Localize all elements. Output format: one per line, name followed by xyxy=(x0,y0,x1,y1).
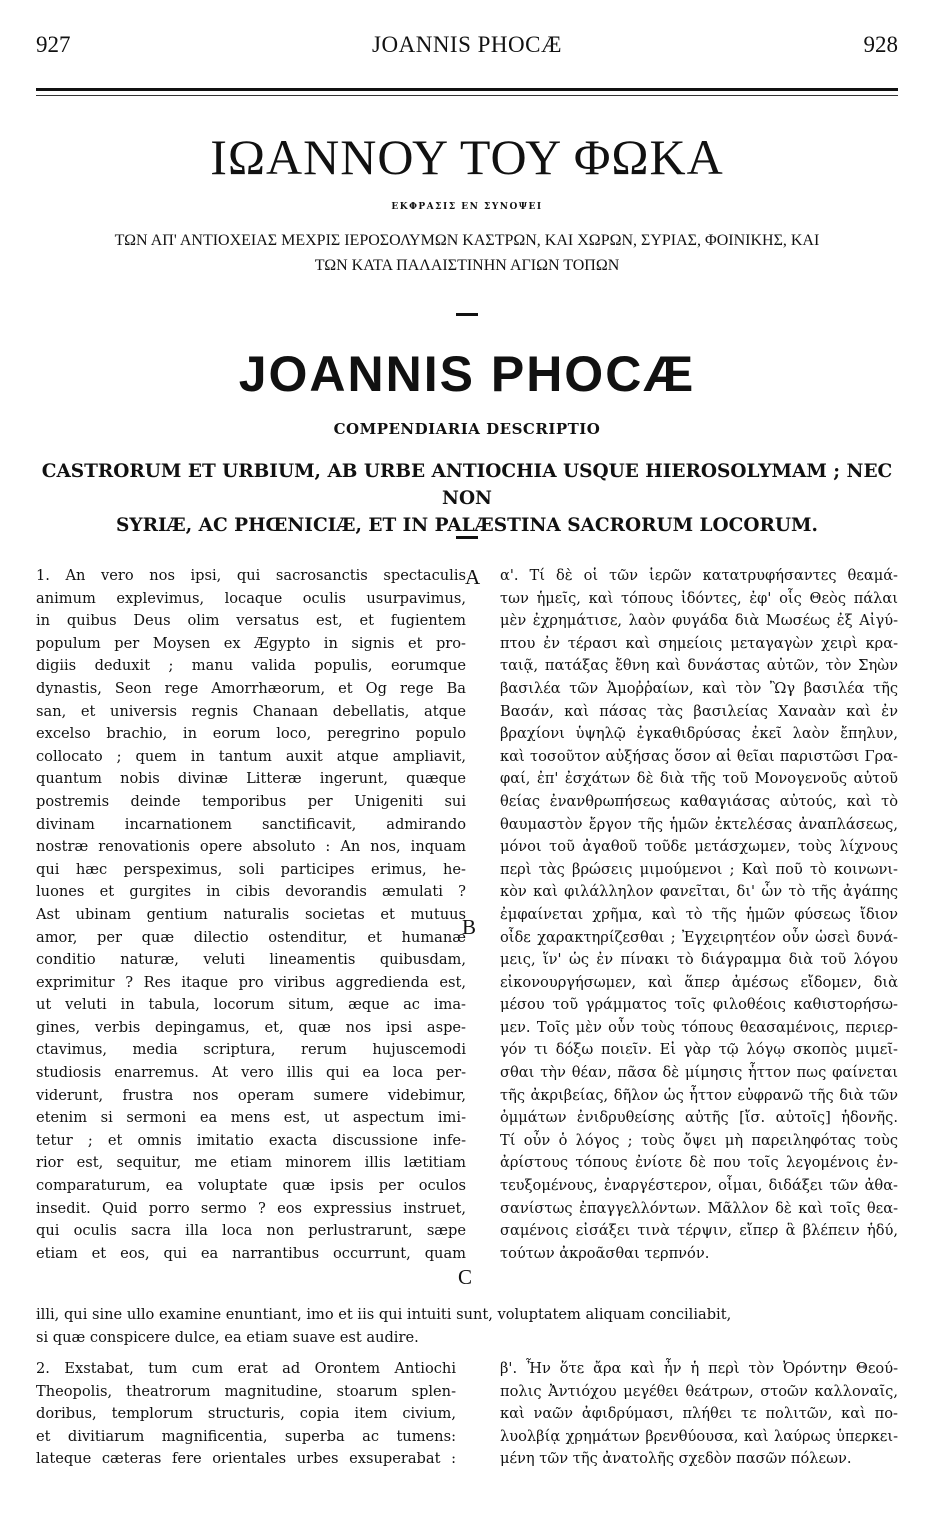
text-line: qui oculis sacra illa loca non perlustrarunt, sæpe xyxy=(36,1222,466,1240)
latin-column-para2 xyxy=(36,1358,456,1471)
latin-subtitle-line: CASTRORUM ET URBIUM, AB URBE ANTIOCHIA USQUE HIEROSOLYMAM ; NEC NON xyxy=(41,461,893,509)
text-line: θαυμαστὸν ἔργον τῆς ἡμῶν ἐκτελέσας ἀναπλάσεως, xyxy=(500,815,898,833)
text-line: divinam incarnationem sanctificavit, admirando xyxy=(36,815,466,833)
text-line: studiosis enarremus. At vero illis qui ea loca per- xyxy=(36,1064,466,1082)
text-line: doribus, templorum structuris, copia item civium, xyxy=(36,1405,456,1423)
text-line: κὸν καὶ φιλάλληλον φανεῖται, δι' ὧν τὸ τῆς ἀγάπης xyxy=(500,883,898,901)
text-line: των ἡμεῖς, καὶ τόπους ἰδόντες, ἐφ' οἷς Θεὸς πάλαι xyxy=(500,589,898,607)
text-line: collocato ; quem in tantum auxit atque ampliavit, xyxy=(36,747,466,765)
text-line: rior est, sequitur, me etiam minorem illis lætitiam xyxy=(36,1154,466,1172)
text-line: Theopolis, theatrorum magnitudine, stoarum splen- xyxy=(36,1382,456,1400)
text-line: qui hæc perspeximus, soli participes erimus, he- xyxy=(36,860,466,878)
text-line: viderunt, frustra nos operam sumere videbimur, xyxy=(36,1086,466,1104)
text-line: lateque cæteras fere orientales urbes exsuperabat : xyxy=(36,1450,456,1468)
text-line: et divitiarum magnificentia, superba ac tumens: xyxy=(36,1427,456,1445)
text-line: ut veluti in tabula, locorum situm, æque ac ima- xyxy=(36,996,466,1014)
margin-marker-a: A xyxy=(465,565,481,589)
text-line: περὶ τὰς βρώσεις μιμούμενοι ; Καὶ ποῦ τὸ κοινωνι- xyxy=(500,860,898,878)
text-line: Τί οὖν ὁ λόγος ; τοὺς ὄψει μὴ παρειληφότας τοὺς xyxy=(500,1131,898,1149)
text-line: digiis deduxit ; manu valida populis, eorumque xyxy=(36,657,466,675)
text-line: μὲν ἐχρημάτισε, λαὸν φυγάδα διὰ Μωσέως ἐξ Αἰγύ- xyxy=(500,612,898,630)
section-dash xyxy=(456,536,478,539)
text-line: amor, per quæ dilectio ostenditur, et humanæ xyxy=(36,928,466,946)
margin-marker-b: B xyxy=(462,915,477,939)
text-line: san, et universis regnis Chanaan debellatis, atque xyxy=(36,702,466,720)
text-line: postremis deinde temporibus per Unigeniti sui xyxy=(36,792,466,810)
latin-title: JOANNIS PHOCÆ xyxy=(238,346,696,402)
latin-column-para1 xyxy=(36,565,466,1265)
text-line: etiam et eos, qui ea narrantibus occurrunt, quam xyxy=(36,1244,466,1262)
text-line: μένη τῶν τῆς ἀνατολῆς σχεδὸν πασῶν πόλεων. xyxy=(500,1450,852,1468)
text-line: α'. Τί δὲ οἱ τῶν ἱερῶν κατατρυφήσαντες θεαμά- xyxy=(500,567,898,584)
text-line: conditio naturæ, veluti lineamentis quibusdam, xyxy=(36,951,466,969)
text-line: exprimitur ? Res itaque pro viribus aggredienda est, xyxy=(36,973,466,991)
text-line: Βασάν, καὶ πάσας τὰς βασιλείας Χαναὰν καὶ ἐν xyxy=(500,702,898,720)
fullwidth-line: si quæ conspicere dulce, ea etiam suave est audire. xyxy=(36,1329,419,1346)
text-line: τῆς ἀκριβείας, δῆλον ὡς ἧττον εὐφρανῶ τῆς διὰ τῶν xyxy=(500,1086,898,1104)
text-line: quantum nobis divinæ Litteræ ingerunt, quæque xyxy=(36,770,466,788)
text-line: μέσου τοῦ γράμματος τοῖς φιλοθέοις καθιστορήσω- xyxy=(500,996,898,1014)
text-line: οἶδε χαρακτηρίζεσθαι ; Ἐγχειρητέον οὖν ὡσεὶ δυνά- xyxy=(500,928,898,946)
text-line: τούτων ἀκροᾶσθαι τερπνόν. xyxy=(500,1244,710,1262)
text-line: μόνοι τοῦ ἀγαθοῦ τοῦδε μετάσχωμεν, τοὺς λίχνους xyxy=(500,838,898,856)
greek-column-para1 xyxy=(500,565,898,1265)
text-line: εἰκονουργήσωμεν, καὶ ἅπερ ἀμέσως εἴδομεν, διὰ xyxy=(500,973,898,991)
text-line: μεν. Τοῖς μὲν οὖν τοὺς τόπους θεασαμένοις, περιερ- xyxy=(500,1018,898,1036)
text-line: 2. Exstabat, tum cum erat ad Orontem Antiochi xyxy=(36,1360,456,1377)
text-line: μεις, ἵν' ὡς ἐν πίνακι τὸ διάγραμμα διὰ τοῦ λόγου xyxy=(500,951,898,969)
text-line: luones et gurgites in cibis devorandis æmulati ? xyxy=(36,883,466,901)
text-line: excelso brachio, in eorum loco, peregrino populo xyxy=(36,725,466,743)
text-line: ὀμμάτων ἐνιδρυθείσης αὐτῆς [ἴσ. αὐτοῖς] ἡδονῆς. xyxy=(500,1109,898,1127)
right-page-number: 928 xyxy=(863,32,898,57)
text-line: dynastis, Seon rege Amorrhæorum, et Og rege Ba xyxy=(36,679,466,697)
greek-title: ΙΩΑΝΝΟΥ ΤΟΥ ΦΩΚΑ xyxy=(210,129,724,185)
latin-subtitle-small: COMPENDIARIA DESCRIPTIO xyxy=(333,420,601,438)
text-line: ἐμφαίνεται χρῆμα, καὶ τὸ τῆς ἡμῶν φύσεως ἴδιον xyxy=(500,905,898,923)
greek-subtitle-line: ΤΩΝ ΚΑΤΑ ΠΑΛΑΙΣΤΙΝΗΝ ΑΓΙΩΝ ΤΟΠΩΝ xyxy=(314,257,620,274)
greek-subtitle-small: ΕΚΦΡΑΣΙΣ ΕΝ ΣΥΝΟΨΕΙ xyxy=(391,202,543,212)
latin-subtitle xyxy=(30,458,904,539)
text-line: σαμένοις εἰσάξει τινὰ τέρψιν, εἴπερ ἃ βλέπειν ἡδύ, xyxy=(500,1222,898,1240)
text-line: βραχίονι ὑψηλῷ ἐγκαθιδρύσας ἐκεῖ λαὸν ἔπηλυν, xyxy=(500,725,898,743)
section-dash xyxy=(456,313,478,316)
text-line: καὶ ναῶν ἀφιδρύμασι, πλήθει τε πολιτῶν, καὶ πο- xyxy=(500,1405,898,1423)
text-line: βασιλέα τῶν Ἀμοῤῥαίων, καὶ τὸν Ὢγ βασιλέα τῆς xyxy=(500,679,898,697)
text-line: comparaturum, ea voluptate quæ ipsis per oculos xyxy=(36,1177,466,1195)
greek-subtitle-line: ΤΩΝ ΑΠ' ΑΝΤΙΟΧΕΙΑΣ ΜΕΧΡΙΣ ΙΕΡΟΣΟΛΥΜΩΝ ΚΑΣΤΡΩΝ, ΚΑΙ ΧΩΡΩΝ, ΣΥΡΙΑΣ, ΦΟΙΝΙΚΗΣ, ΚΑΙ xyxy=(114,232,820,249)
text-line: πολις Ἀντιόχου μεγέθει θεάτρων, στοῶν καλλοναῖς, xyxy=(500,1382,898,1400)
text-line: τευξομένους, ἐναργέστερον, οἶμαι, διδάξει τῶν ἀθα- xyxy=(500,1177,898,1195)
header-rule-thick xyxy=(36,88,898,91)
running-title: JOANNIS PHOCÆ xyxy=(372,32,562,57)
text-line: etenim si sermoni ea mens est, ut aspectum imi- xyxy=(36,1109,466,1127)
text-line: populum per Moysen ex Ægypto in signis et pro- xyxy=(36,634,466,652)
text-line: πτου ἐν τέρασι καὶ σημείοις μεταγαγὼν χειρὶ κρα- xyxy=(500,634,898,652)
text-line: σανίστως ἐπαγγελλόντων. Μᾶλλον δὲ καὶ τοῖς θεα- xyxy=(500,1199,898,1217)
text-line: φαί, ἐπ' ἐσχάτων δὲ διὰ τῆς τοῦ Μονογενοῦς αὐτοῦ xyxy=(500,770,898,788)
latin-subtitle-line: SYRIÆ, AC PHŒNICIÆ, ET IN PALÆSTINA SACRORUM LOCORUM. xyxy=(116,515,818,536)
text-line: θείας ἐνανθρωπήσεως καθαγιάσας αὐτούς, καὶ τὸ xyxy=(500,792,898,810)
text-line: nostræ renovationis opere absoluto : An nos, inquam xyxy=(36,838,466,856)
text-line: insedit. Quid porro sermo ? eos expressius instruet, xyxy=(36,1199,466,1217)
running-header xyxy=(36,32,898,62)
text-line: γόν τι δόξω ποιεῖν. Εἰ γὰρ τῷ λόγῳ σκοπὸς μιμεῖ- xyxy=(500,1041,898,1059)
text-line: καὶ τοσοῦτον αὐξήσας ὅσον αἱ θεῖαι παριστῶσι Γρα- xyxy=(500,747,898,765)
text-line: tetur ; et omnis imitatio exacta discussione infe- xyxy=(36,1131,466,1149)
text-line: ἀρίστους τόπους ἐνίοτε δὲ που τοῖς λεγομένοις ἐν- xyxy=(500,1154,898,1172)
text-line: gines, verbis depingamus, et, quæ nos ipsi aspe- xyxy=(36,1018,466,1036)
text-line: in quibus Deus olim versatus est, et fugientem xyxy=(36,612,466,630)
text-line: ταιᾷ, πατάξας ἔθνη καὶ δυνάστας αὐτῶν, τὸν Σηὼν xyxy=(500,657,898,675)
greek-subtitle xyxy=(80,228,854,278)
text-line: Ast ubinam gentium naturalis societas et mutuus xyxy=(36,905,466,923)
left-page-number: 927 xyxy=(36,32,71,57)
fullwidth-line: illi, qui sine ullo examine enuntiant, imo et iis qui intuiti sunt, voluptatem aliquam conciliabit, xyxy=(36,1306,732,1323)
text-line: λυολβίᾳ χρημάτων βρενθύουσα, καὶ λαύρως ὑπερκει- xyxy=(500,1427,898,1445)
greek-column-para2 xyxy=(500,1358,898,1471)
text-line: β'. Ἦν ὅτε ἄρα καὶ ἦν ἡ περὶ τὸν Ὀρόντην Θεού- xyxy=(500,1360,898,1377)
text-line: σθαι τὴν θέαν, πᾶσα δὲ μίμησις ἧττον πως φαίνεται xyxy=(500,1064,898,1082)
text-line: 1. An vero nos ipsi, qui sacrosanctis spectaculis xyxy=(36,567,466,584)
text-line: animum explevimus, locaque oculis usurpavimus, xyxy=(36,589,466,607)
margin-marker-c: C xyxy=(458,1265,473,1289)
header-rule-thin xyxy=(36,95,898,96)
text-line: ctavimus, media scriptura, rerum hujuscemodi xyxy=(36,1041,466,1059)
